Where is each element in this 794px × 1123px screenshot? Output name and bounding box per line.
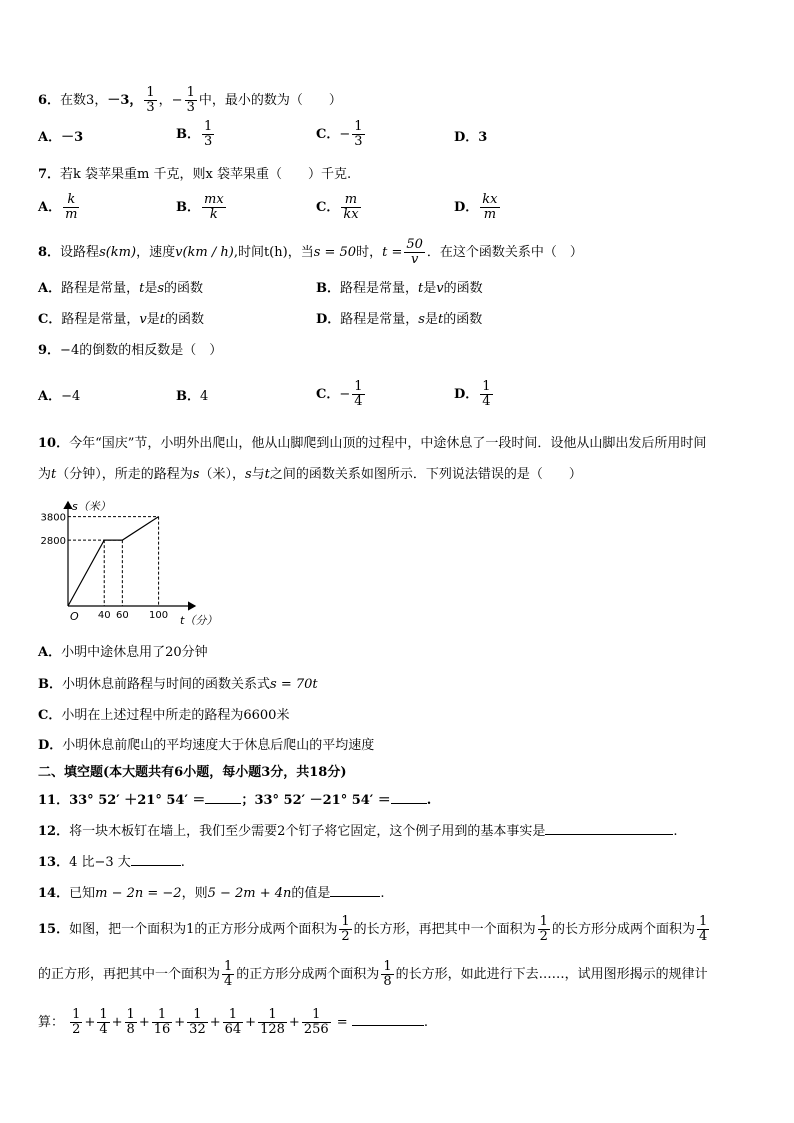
option-label: C． bbox=[38, 312, 62, 327]
period: . bbox=[380, 886, 385, 901]
math-expr: m − 2n = −2 bbox=[95, 886, 182, 901]
option-label: A． bbox=[38, 645, 62, 660]
q7-option-c[interactable] bbox=[316, 193, 363, 222]
question-7-stem bbox=[38, 165, 351, 185]
math-var: t bbox=[264, 467, 270, 482]
numerator: 1 bbox=[482, 379, 491, 394]
math-expr: v(km / h) bbox=[175, 245, 234, 260]
q10-option-d[interactable] bbox=[38, 736, 374, 756]
equals-sign: = bbox=[336, 1015, 348, 1030]
period: . bbox=[426, 793, 432, 808]
numerator: 1 bbox=[224, 959, 233, 974]
option-label: C． bbox=[38, 708, 62, 723]
term-1-2 bbox=[70, 1008, 82, 1037]
math-expr: t = bbox=[382, 245, 403, 260]
term-1-16 bbox=[152, 1008, 173, 1037]
fraction-quarter bbox=[222, 960, 234, 989]
numerator: 1 bbox=[157, 1007, 167, 1022]
stem-text: ．在这个函数关系中（ ） bbox=[426, 245, 583, 260]
numerator: k bbox=[67, 192, 76, 207]
question-number: 7． bbox=[38, 167, 61, 182]
answer-blank[interactable] bbox=[391, 789, 427, 804]
numerator: 1 bbox=[312, 1007, 321, 1022]
denominator: kx bbox=[343, 207, 359, 222]
stem-text: ，速度 bbox=[136, 245, 176, 260]
denominator: 16 bbox=[153, 1022, 171, 1037]
denominator: 4 bbox=[354, 394, 363, 409]
numerator: 1 bbox=[146, 85, 155, 100]
question-15-line-1 bbox=[38, 915, 711, 944]
math-expr: s(km) bbox=[99, 245, 137, 260]
option-text: 的函数 bbox=[164, 312, 204, 327]
section-2-title: 二、填空题(本大题共有6小题，每小题3分，共18分) bbox=[38, 765, 347, 780]
stem-text: 在数3， bbox=[60, 93, 108, 108]
x-tick-label-60: 60 bbox=[115, 610, 129, 621]
question-8-stem bbox=[38, 238, 583, 267]
stem-text: （分钟），所走的路程为 bbox=[56, 467, 193, 482]
stem-text: （米）， bbox=[199, 467, 245, 482]
math-var: v bbox=[436, 281, 444, 296]
answer-blank[interactable] bbox=[352, 1011, 424, 1026]
option-text: 路程是常量， bbox=[340, 281, 419, 296]
math-var: s bbox=[157, 281, 165, 296]
option-text: 3 bbox=[478, 130, 488, 145]
option-label: A． bbox=[38, 389, 62, 404]
numerator: 1 bbox=[698, 914, 708, 929]
q9-option-c[interactable] bbox=[316, 380, 367, 409]
option-text: 的函数 bbox=[443, 281, 483, 296]
numerator: 1 bbox=[72, 1007, 81, 1022]
numerator: 1 bbox=[354, 379, 363, 394]
plus-sign: + bbox=[84, 1015, 96, 1030]
option-label: B． bbox=[316, 281, 340, 296]
fraction bbox=[202, 193, 226, 222]
answer-blank[interactable] bbox=[330, 882, 380, 897]
plus-sign: + bbox=[245, 1015, 257, 1030]
q7-option-d[interactable] bbox=[454, 193, 502, 222]
y-tick-label-3800: 3800 bbox=[40, 512, 66, 524]
q8-option-c[interactable] bbox=[38, 310, 204, 330]
question-number: 10． bbox=[38, 436, 70, 451]
denominator: 256 bbox=[303, 1022, 329, 1037]
numerator: 1 bbox=[126, 1007, 135, 1022]
period: . bbox=[180, 855, 185, 870]
math-var: s bbox=[244, 467, 252, 482]
plus-sign: + bbox=[138, 1015, 150, 1030]
q7-option-a[interactable] bbox=[38, 193, 81, 222]
question-6-stem bbox=[38, 86, 342, 115]
denominator: 64 bbox=[224, 1022, 242, 1037]
period: . bbox=[673, 824, 678, 839]
stem-text: 如图，把一个面积为1的正方形分成两个面积为 bbox=[69, 922, 338, 937]
math-var: s bbox=[418, 312, 425, 327]
numerator: 1 bbox=[341, 914, 350, 929]
math-expr: 5 − 2m + 4n bbox=[207, 886, 292, 901]
fraction bbox=[480, 193, 499, 222]
denominator: 2 bbox=[539, 929, 548, 944]
y-tick-label-2800: 2800 bbox=[40, 536, 66, 548]
option-label: D． bbox=[316, 312, 341, 327]
option-text: 小明中途休息用了20分钟 bbox=[61, 645, 208, 660]
term-1-8 bbox=[125, 1008, 137, 1037]
denominator: m bbox=[480, 207, 499, 222]
denominator: k bbox=[202, 207, 226, 222]
q10-option-a[interactable] bbox=[38, 643, 208, 663]
stem-text: 的正方形，再把其中一个面积为 bbox=[38, 967, 221, 982]
option-text: 路程是常量， bbox=[61, 312, 140, 327]
q9-option-d[interactable] bbox=[454, 380, 495, 409]
fraction-quarter bbox=[697, 915, 709, 944]
denominator: 4 bbox=[482, 394, 491, 409]
question-9-stem bbox=[38, 341, 222, 361]
option-label: D． bbox=[38, 738, 63, 753]
denominator: v bbox=[404, 252, 425, 267]
denominator: 3 bbox=[354, 134, 363, 149]
stem-text: 已知 bbox=[69, 886, 96, 901]
numerator: 1 bbox=[268, 1007, 277, 1022]
fraction-eighth bbox=[381, 960, 393, 989]
question-number: 8． bbox=[38, 245, 61, 260]
question-number: 14． bbox=[38, 886, 70, 901]
math-var: t bbox=[159, 312, 165, 327]
numerator: 1 bbox=[354, 119, 363, 134]
question-10-line-1 bbox=[38, 434, 706, 454]
q8-option-a[interactable] bbox=[38, 279, 203, 299]
question-15-line-3 bbox=[38, 1008, 428, 1037]
question-number: 9． bbox=[38, 343, 61, 358]
option-text: 路程是常量， bbox=[340, 312, 419, 327]
numerator: 1 bbox=[193, 1007, 202, 1022]
stem-text: 的值是 bbox=[291, 886, 331, 901]
numerator: kx bbox=[482, 192, 498, 207]
question-number: 11． bbox=[38, 793, 70, 808]
numerator: 50 bbox=[406, 237, 423, 252]
stem-text: 的倒数的相反数是（ ） bbox=[79, 343, 223, 358]
stem-text: 的长方形，如此进行下去……，试用图形揭示的规律计 bbox=[395, 967, 708, 982]
question-15-line-2 bbox=[38, 960, 708, 989]
stem-text: 的正方形分成两个面积为 bbox=[236, 967, 380, 982]
option-label: D． bbox=[454, 387, 479, 402]
option-label: C． bbox=[316, 127, 340, 142]
option-label: C． bbox=[316, 387, 340, 402]
math-var: t bbox=[418, 281, 424, 296]
option-text: −4 bbox=[61, 389, 81, 404]
answer-blank[interactable] bbox=[205, 789, 241, 804]
math-var: t bbox=[437, 312, 444, 327]
stem-text: 中，最小的数为（ ） bbox=[198, 93, 342, 108]
answer-blank[interactable] bbox=[131, 851, 181, 866]
option-text: 是 bbox=[144, 281, 158, 296]
fraction bbox=[480, 380, 492, 409]
numerator: 1 bbox=[383, 959, 392, 974]
stem-text: 4 比−3 大 bbox=[69, 855, 131, 870]
fraction bbox=[352, 120, 364, 149]
option-label: A． bbox=[38, 200, 62, 215]
plus-sign: + bbox=[174, 1015, 186, 1030]
separator: ， bbox=[158, 93, 172, 108]
math-expr: 33° 52′ ＋21° 54′ ＝ bbox=[69, 793, 206, 808]
numerator: 1 bbox=[228, 1007, 238, 1022]
stem-text: ，则 bbox=[181, 886, 208, 901]
option-text: 4 bbox=[200, 389, 209, 404]
fraction bbox=[144, 86, 156, 115]
x-tick-label-100: 100 bbox=[149, 610, 169, 621]
minus-sign: − bbox=[339, 387, 351, 402]
q6-option-c[interactable] bbox=[316, 120, 367, 149]
stem-text: 若k 袋苹果重m 千克，则x 袋苹果重（ ）千克. bbox=[60, 167, 352, 182]
term-1-256 bbox=[302, 1008, 331, 1037]
option-label: B． bbox=[176, 127, 200, 142]
question-number: 13． bbox=[38, 855, 70, 870]
math-var: v bbox=[139, 312, 147, 327]
plus-sign: + bbox=[288, 1015, 300, 1030]
term-1-128 bbox=[258, 1008, 287, 1037]
stem-text: 与 bbox=[251, 467, 265, 482]
denominator: 8 bbox=[126, 1022, 135, 1037]
numerator: m bbox=[344, 192, 358, 207]
stem-text: 的长方形，再把其中一个面积为 bbox=[353, 922, 536, 937]
y-axis-label: s（米） bbox=[72, 500, 111, 513]
question-number: 12． bbox=[38, 824, 70, 839]
question-14 bbox=[38, 882, 385, 904]
denominator: 4 bbox=[99, 1022, 108, 1037]
question-13 bbox=[38, 851, 185, 873]
term-1-32 bbox=[187, 1008, 208, 1037]
question-number: 15． bbox=[38, 922, 70, 937]
option-label: B． bbox=[176, 389, 200, 404]
q9-option-a[interactable] bbox=[38, 387, 80, 407]
stem-text: －3， bbox=[107, 93, 143, 108]
denominator: 3 bbox=[146, 100, 155, 115]
q6-option-d[interactable] bbox=[454, 128, 487, 148]
denominator: 2 bbox=[341, 929, 350, 944]
q8-option-b[interactable] bbox=[316, 279, 483, 299]
math-expr: s = 70t bbox=[270, 677, 318, 692]
q6-option-b[interactable] bbox=[176, 120, 216, 149]
option-text: 的函数 bbox=[164, 281, 204, 296]
option-text: 小明休息前爬山的平均速度大于休息后爬山的平均速度 bbox=[62, 738, 375, 753]
option-text: 小明在上述过程中所走的路程为6600米 bbox=[61, 708, 290, 723]
stem-text: 时， bbox=[356, 245, 383, 260]
q10-option-b[interactable] bbox=[38, 675, 318, 695]
plus-sign: + bbox=[209, 1015, 221, 1030]
numerator: mx bbox=[204, 192, 224, 207]
term-1-64 bbox=[223, 1008, 244, 1037]
numerator: 1 bbox=[99, 1007, 108, 1022]
x-axis-label: t（分） bbox=[180, 614, 218, 627]
plus-sign: + bbox=[111, 1015, 123, 1030]
fraction bbox=[185, 86, 197, 115]
distance-time-chart bbox=[30, 492, 230, 632]
option-text: 路程是常量， bbox=[61, 281, 140, 296]
denominator: m bbox=[65, 207, 78, 222]
denominator: 3 bbox=[204, 134, 213, 149]
question-10-line-2 bbox=[38, 465, 582, 485]
series-line bbox=[68, 517, 159, 606]
q9-option-b[interactable] bbox=[176, 387, 208, 407]
x-tick-label-40: 40 bbox=[97, 610, 111, 621]
denominator: 32 bbox=[189, 1022, 206, 1037]
option-label: B． bbox=[176, 200, 200, 215]
math-expr: −4 bbox=[60, 343, 80, 358]
fraction bbox=[63, 193, 79, 222]
denominator: 8 bbox=[383, 974, 392, 989]
question-12 bbox=[38, 820, 678, 842]
denominator: 4 bbox=[224, 974, 233, 989]
answer-blank[interactable] bbox=[545, 820, 673, 835]
fraction bbox=[404, 238, 425, 267]
option-text: 是 bbox=[424, 312, 438, 327]
q6-option-a[interactable] bbox=[38, 128, 83, 148]
period: . bbox=[423, 1015, 428, 1030]
math-expr: 33° 52′ －21° 54′ ＝ bbox=[254, 793, 391, 808]
fraction bbox=[352, 380, 364, 409]
option-text: 的函数 bbox=[443, 312, 483, 327]
option-label: D． bbox=[454, 200, 479, 215]
option-label: A． bbox=[38, 281, 62, 296]
term-1-4 bbox=[97, 1008, 109, 1037]
stem-text: 今年“国庆”节，小明外出爬山，他从山脚爬到山顶的过程中，中途休息了一段时间．设他从山脚出发后所用时间 bbox=[69, 436, 707, 451]
option-label: D． bbox=[454, 130, 479, 145]
fraction-half bbox=[339, 915, 351, 944]
math-var: t bbox=[51, 467, 57, 482]
option-text: 是 bbox=[423, 281, 437, 296]
stem-text: 算： bbox=[38, 1015, 65, 1030]
numerator: 1 bbox=[204, 119, 213, 134]
numerator: 1 bbox=[186, 85, 195, 100]
stem-text: 设路程 bbox=[60, 245, 100, 260]
dashed-guides bbox=[68, 517, 159, 606]
stem-text: 之间的函数关系如图所示．下列说法错误的是（ ） bbox=[269, 467, 582, 482]
fraction bbox=[341, 193, 360, 222]
option-label: C． bbox=[316, 200, 340, 215]
stem-text: 将一块木板钉在墙上，我们至少需要2个钉子将它固定，这个例子用到的基本事实是 bbox=[69, 824, 546, 839]
question-number: 6． bbox=[38, 93, 61, 108]
math-var: t bbox=[139, 281, 145, 296]
option-text: 是 bbox=[146, 312, 160, 327]
question-11 bbox=[38, 789, 431, 811]
q8-option-d[interactable] bbox=[316, 310, 482, 330]
minus-sign: − bbox=[339, 127, 351, 142]
stem-text: ,时间t(h)，当 bbox=[233, 245, 314, 260]
q7-option-b[interactable] bbox=[176, 193, 228, 222]
denominator: 128 bbox=[260, 1022, 285, 1037]
separator: ； bbox=[241, 793, 255, 808]
option-text: 小明休息前路程与时间的函数关系式 bbox=[62, 677, 271, 692]
denominator: 3 bbox=[186, 100, 195, 115]
fraction bbox=[202, 120, 214, 149]
numerator: 1 bbox=[539, 914, 548, 929]
q10-option-c[interactable] bbox=[38, 706, 289, 726]
stem-text: 为 bbox=[38, 467, 52, 482]
origin-label: O bbox=[70, 610, 79, 623]
math-var: s bbox=[192, 467, 200, 482]
option-text: －3 bbox=[61, 130, 84, 145]
fraction-half bbox=[538, 915, 550, 944]
minus-sign: − bbox=[171, 93, 183, 108]
stem-text: 的长方形分成两个面积为 bbox=[551, 922, 695, 937]
option-label: A． bbox=[38, 130, 62, 145]
denominator: 2 bbox=[72, 1022, 81, 1037]
denominator: 4 bbox=[698, 929, 708, 944]
option-label: B． bbox=[38, 677, 62, 692]
math-expr: s = 50 bbox=[313, 245, 357, 260]
